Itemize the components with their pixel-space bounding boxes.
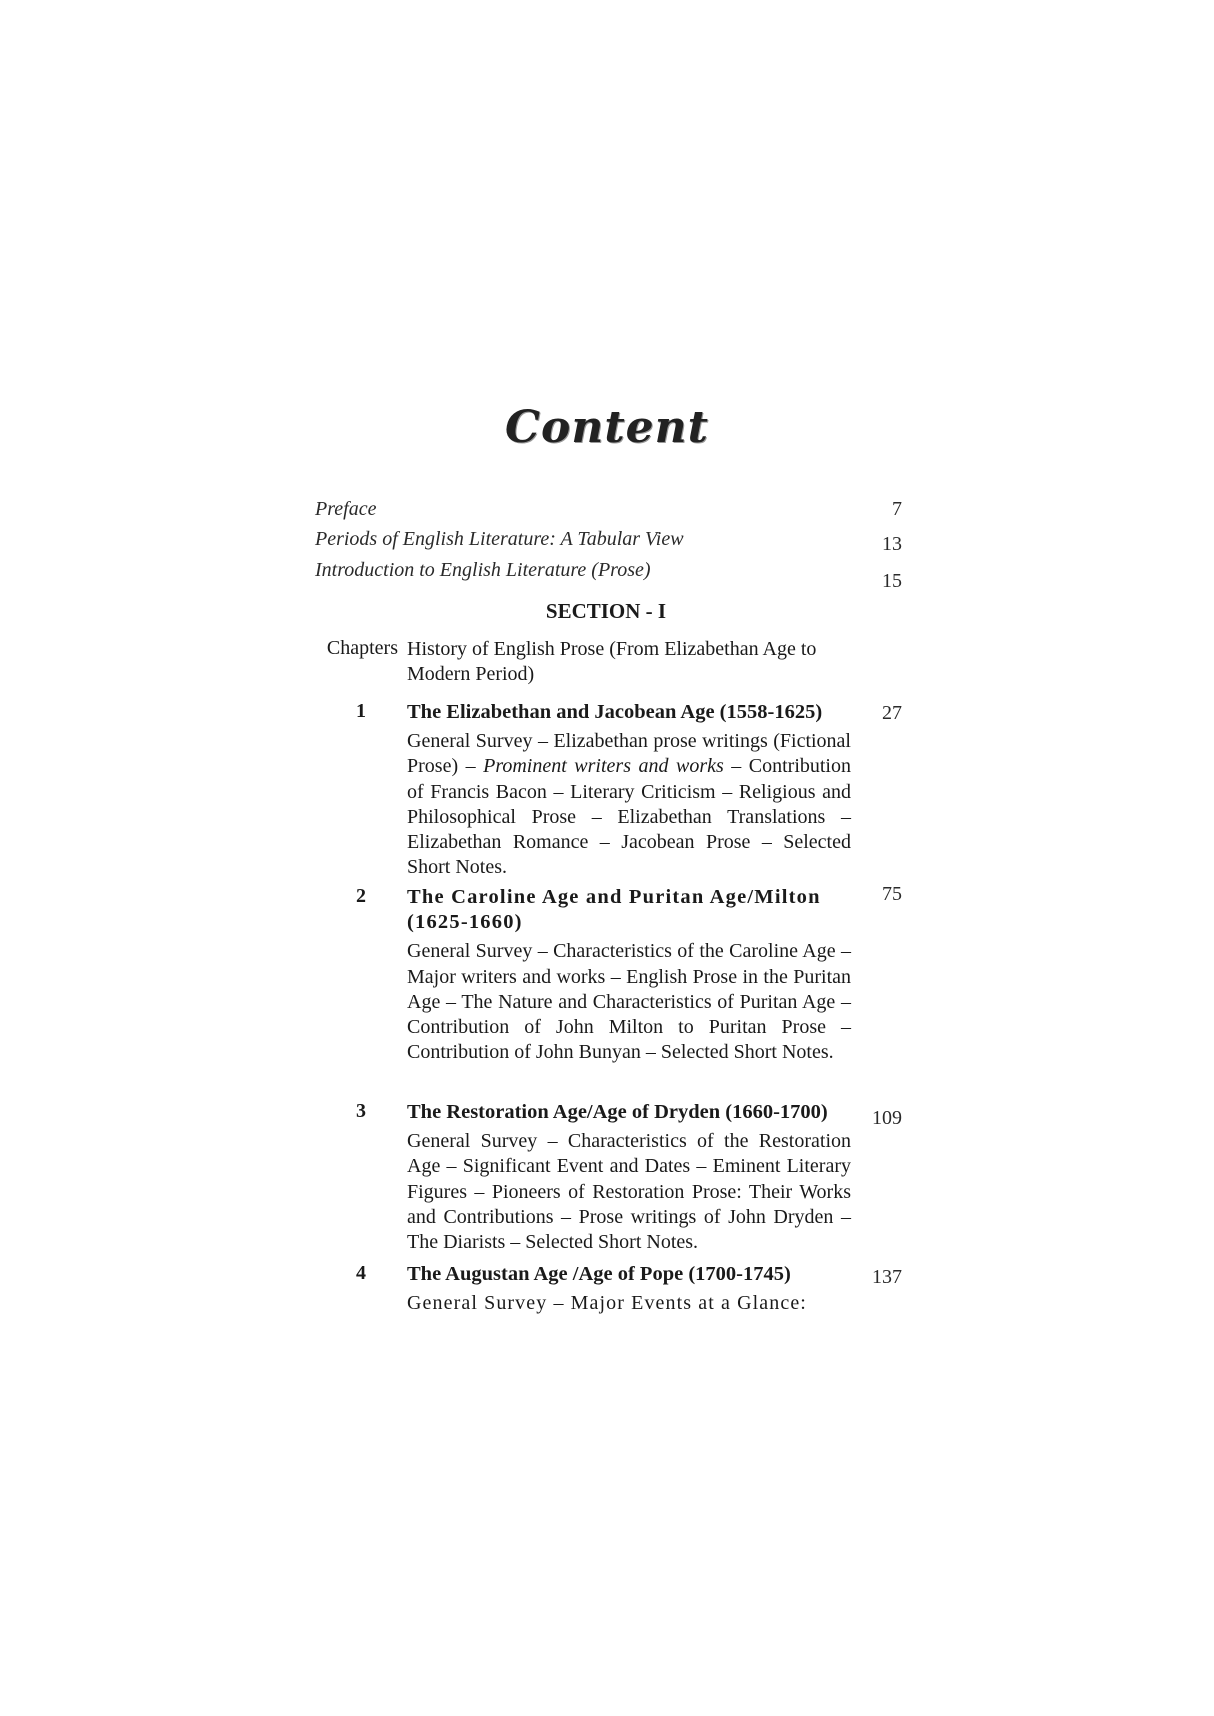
- chapter-title: The Caroline Age and Puritan Age/Milton (1625-1660): [407, 886, 821, 934]
- toc-entry-introduction: Introduction to English Literature (Prose): [315, 559, 651, 581]
- page-title: Content: [505, 402, 709, 453]
- section-heading: [0, 599, 1214, 624]
- page-number-preface: 7: [892, 498, 902, 520]
- section-title-text: SECTION - I: [545, 599, 667, 623]
- chapters-label: Chapters: [326, 637, 398, 659]
- chapter-entry: [407, 1100, 851, 1255]
- page-number-periods: 13: [882, 533, 902, 555]
- chapter-description-emphasis: Prominent writers and works: [483, 755, 724, 778]
- chapter-page-number: 75: [882, 883, 902, 905]
- chapter-page-number: 27: [882, 702, 902, 724]
- chapter-description-text: – Contribution of Francis Bacon – Literary Criticism – Religious and Philosophical Prose – Elizabethan Translations – Elizabethan Romance – Jacobean Prose – Selected Short Notes.: [407, 755, 851, 879]
- chapter-entry: [407, 1262, 851, 1316]
- chapter-entry: [407, 885, 851, 1065]
- chapter-number: 3: [356, 1100, 366, 1122]
- toc-entry-periods: Periods of English Literature: A Tabular View: [315, 528, 684, 550]
- toc-entry-preface: Preface: [315, 498, 377, 520]
- page-number-introduction: 15: [882, 570, 902, 592]
- chapter-page-number: 137: [872, 1266, 902, 1288]
- chapter-title: The Elizabethan and Jacobean Age (1558-1625): [407, 701, 823, 723]
- section-subtitle: History of English Prose (From Elizabethan Age to Modern Period): [407, 638, 817, 686]
- chapter-entry: [407, 700, 851, 880]
- chapter-number: 4: [356, 1262, 366, 1284]
- chapter-description: [407, 729, 851, 880]
- chapter-description: General Survey – Characteristics of the Caroline Age – Major writers and works – English Prose in the Puritan Age – The Nature and Characteristics of Puritan Age – Contribution of John Milton to Puritan Prose – Contribution of John Bunyan – Selected Short Notes.: [407, 940, 851, 1064]
- chapter-title: The Augustan Age /Age of Pope (1700-1745): [407, 1263, 791, 1285]
- chapter-number: 1: [356, 700, 366, 722]
- chapter-page-number: 109: [872, 1107, 902, 1129]
- chapter-number: 2: [356, 885, 366, 907]
- chapter-description: General Survey – Major Events at a Glance:: [407, 1292, 807, 1315]
- chapter-description-text: General Survey – Elizabethan prose writings (Fictional Prose) –: [407, 730, 851, 778]
- chapter-title: The Restoration Age/Age of Dryden (1660-1700): [407, 1101, 828, 1123]
- chapter-description: General Survey – Characteristics of the Restoration Age – Significant Event and Dates – Eminent Literary Figures – Pioneers of Restoration Prose: Their Works and Contributions – Prose writings of John Dryden – The Diarists – Selected Short Notes.: [407, 1130, 851, 1254]
